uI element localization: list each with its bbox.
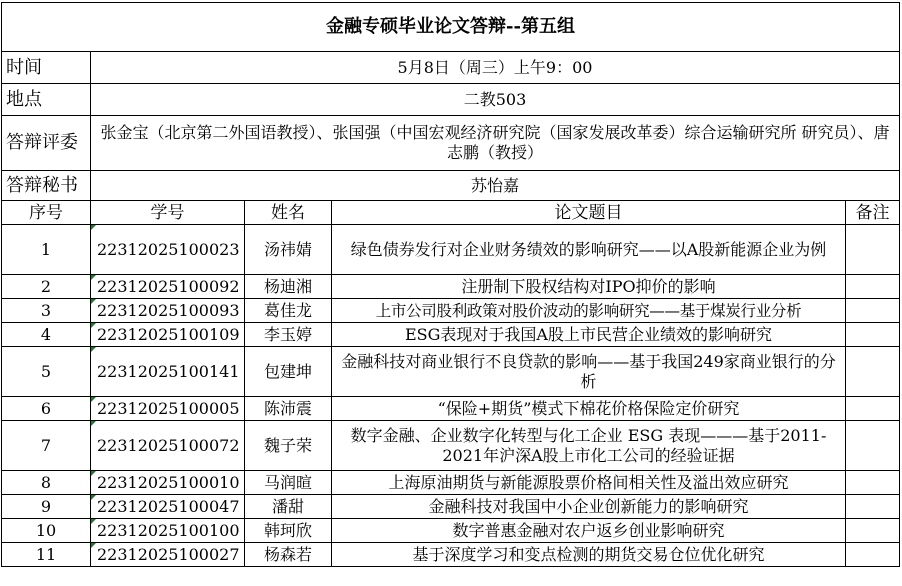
table-row: [2, 471, 900, 495]
table-row: [2, 275, 900, 299]
row-student-id[interactable]: 22312025100109: [91, 323, 245, 347]
row-note[interactable]: [846, 323, 900, 347]
row-note[interactable]: [846, 225, 900, 275]
row-student-id[interactable]: 22312025100100: [91, 519, 245, 543]
row-name[interactable]: 汤祎婧: [245, 225, 332, 275]
row-note[interactable]: [846, 421, 900, 471]
table-row: [2, 397, 900, 421]
row-note[interactable]: [846, 471, 900, 495]
committee-value[interactable]: 张金宝（北京第二外国语教授）、张国强（中国宏观经济研究院（国家发展改革委）综合运输研究所 研究员）、唐志鹏（教授）: [91, 116, 900, 171]
row-topic[interactable]: 绿色债券发行对企业财务绩效的影响研究——以A股新能源企业为例: [332, 225, 846, 275]
row-topic[interactable]: ESG表现对于我国A股上市民营企业绩效的影响研究: [332, 323, 846, 347]
row-name[interactable]: 葛佳龙: [245, 299, 332, 323]
row-note[interactable]: [846, 347, 900, 397]
table-row: [2, 347, 900, 397]
row-no[interactable]: 1: [2, 225, 91, 275]
table-row: [2, 543, 900, 567]
row-student-id[interactable]: 22312025100141: [91, 347, 245, 397]
row-name[interactable]: 韩珂欣: [245, 519, 332, 543]
secretary-row: [2, 171, 900, 201]
secretary-value[interactable]: 苏怡嘉: [91, 171, 900, 201]
row-topic[interactable]: 上海原油期货与新能源股票价格间相关性及溢出效应研究: [332, 471, 846, 495]
row-note[interactable]: [846, 519, 900, 543]
committee-row: [2, 116, 900, 171]
defense-schedule-table: [1, 2, 900, 567]
page-title[interactable]: 金融专硕毕业论文答辩--第五组: [2, 3, 900, 52]
header-id[interactable]: 学号: [91, 201, 245, 225]
table-row: [2, 495, 900, 519]
row-note[interactable]: [846, 397, 900, 421]
row-note[interactable]: [846, 495, 900, 519]
row-no[interactable]: 8: [2, 471, 91, 495]
row-student-id[interactable]: 22312025100093: [91, 299, 245, 323]
header-note[interactable]: 备注: [846, 201, 900, 225]
row-no[interactable]: 6: [2, 397, 91, 421]
row-no[interactable]: 4: [2, 323, 91, 347]
row-student-id[interactable]: 22312025100005: [91, 397, 245, 421]
time-row: [2, 52, 900, 84]
row-topic[interactable]: “保险+期货”模式下棉花价格保险定价研究: [332, 397, 846, 421]
table-row: [2, 421, 900, 471]
row-student-id[interactable]: 22312025100072: [91, 421, 245, 471]
row-topic[interactable]: 注册制下股权结构对IPO抑价的影响: [332, 275, 846, 299]
secretary-label[interactable]: 答辩秘书: [2, 171, 91, 201]
row-name[interactable]: 马润暄: [245, 471, 332, 495]
header-no[interactable]: 序号: [2, 201, 91, 225]
time-value[interactable]: 5月8日（周三）上午9：00: [91, 52, 900, 84]
row-no[interactable]: 10: [2, 519, 91, 543]
row-name[interactable]: 陈沛震: [245, 397, 332, 421]
row-student-id[interactable]: 22312025100027: [91, 543, 245, 567]
row-topic[interactable]: 数字金融、企业数字化转型与化工企业 ESG 表现———基于2011-2021年沪深A股上市化工公司的经验证据: [332, 421, 846, 471]
row-student-id[interactable]: 22312025100023: [91, 225, 245, 275]
place-row: [2, 84, 900, 116]
row-note[interactable]: [846, 299, 900, 323]
row-name[interactable]: 杨森若: [245, 543, 332, 567]
row-no[interactable]: 5: [2, 347, 91, 397]
header-name[interactable]: 姓名: [245, 201, 332, 225]
place-value[interactable]: 二教503: [91, 84, 900, 116]
row-student-id[interactable]: 22312025100047: [91, 495, 245, 519]
committee-label[interactable]: 答辩评委: [2, 116, 91, 171]
row-note[interactable]: [846, 543, 900, 567]
row-no[interactable]: 7: [2, 421, 91, 471]
row-name[interactable]: 潘甜: [245, 495, 332, 519]
row-no[interactable]: 11: [2, 543, 91, 567]
row-no[interactable]: 2: [2, 275, 91, 299]
row-topic[interactable]: 数字普惠金融对农户返乡创业影响研究: [332, 519, 846, 543]
row-topic[interactable]: 基于深度学习和变点检测的期货交易仓位优化研究: [332, 543, 846, 567]
header-topic[interactable]: 论文题目: [332, 201, 846, 225]
row-note[interactable]: [846, 275, 900, 299]
table-row: [2, 299, 900, 323]
row-name[interactable]: 李玉婷: [245, 323, 332, 347]
row-topic[interactable]: 金融科技对商业银行不良贷款的影响——基于我国249家商业银行的分析: [332, 347, 846, 397]
spreadsheet: [1, 2, 901, 586]
row-no[interactable]: 9: [2, 495, 91, 519]
row-topic[interactable]: 金融科技对我国中小企业创新能力的影响研究: [332, 495, 846, 519]
table-row: [2, 225, 900, 275]
header-row: [2, 201, 900, 225]
place-label[interactable]: 地点: [2, 84, 91, 116]
row-topic[interactable]: 上市公司股利政策对股价波动的影响研究——基于煤炭行业分析: [332, 299, 846, 323]
time-label[interactable]: 时间: [2, 52, 91, 84]
row-name[interactable]: 包建坤: [245, 347, 332, 397]
row-no[interactable]: 3: [2, 299, 91, 323]
row-name[interactable]: 杨迪湘: [245, 275, 332, 299]
table-row: [2, 519, 900, 543]
title-row: [2, 3, 900, 52]
row-student-id[interactable]: 22312025100010: [91, 471, 245, 495]
table-row: [2, 323, 900, 347]
row-name[interactable]: 魏子荣: [245, 421, 332, 471]
row-student-id[interactable]: 22312025100092: [91, 275, 245, 299]
